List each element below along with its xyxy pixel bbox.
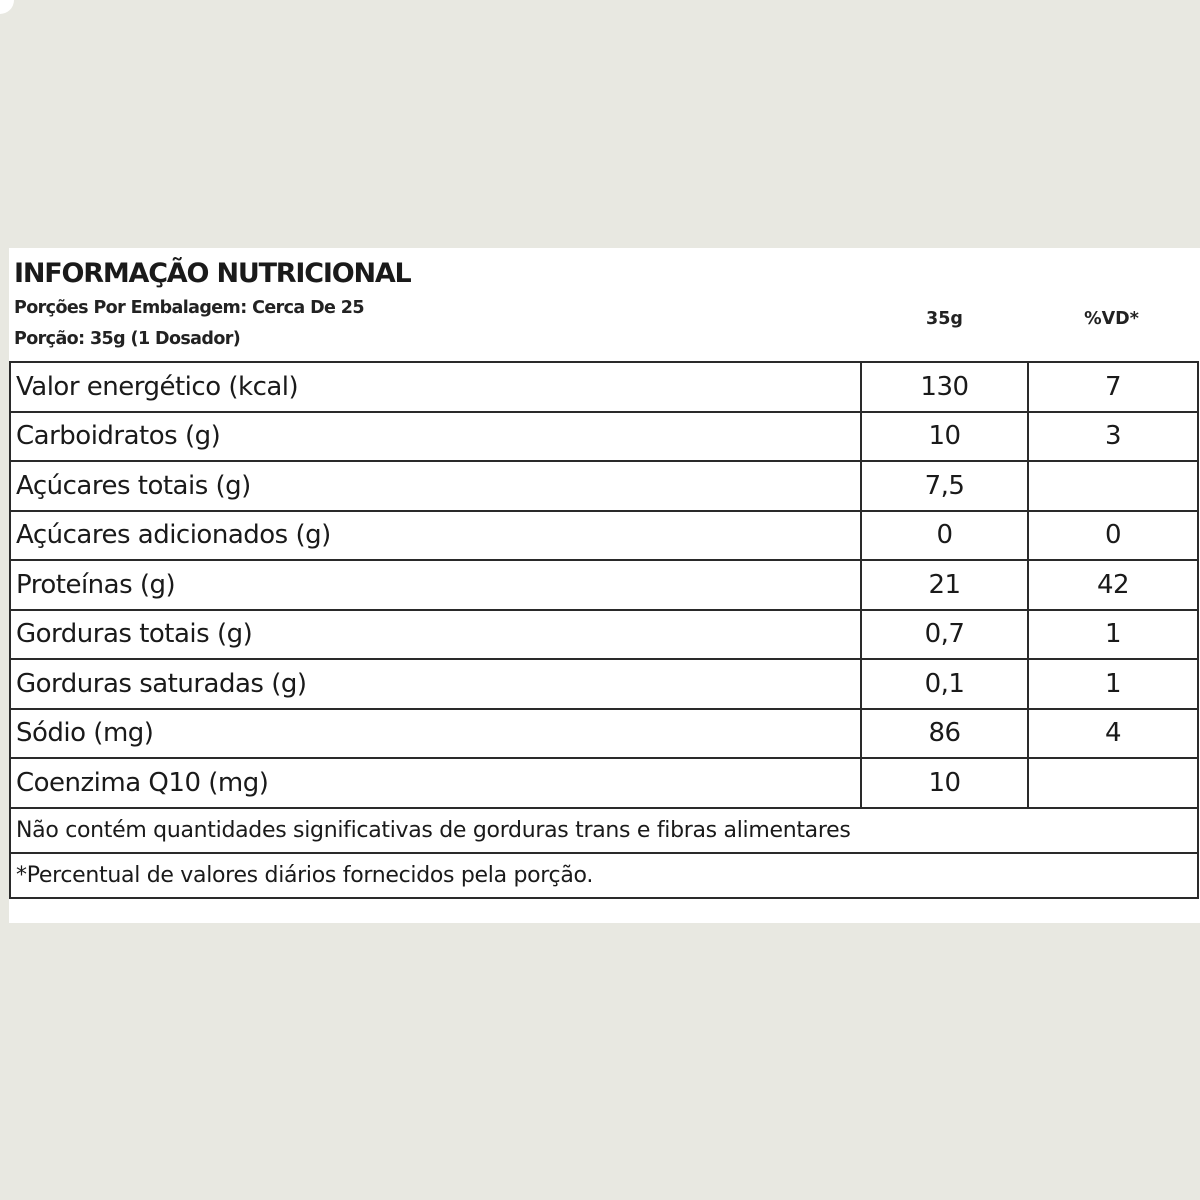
nutrient-label: Açúcares totais (g): [10, 461, 861, 511]
nutrient-daily-value: 4: [1028, 709, 1198, 759]
servings-per-package: Porções Por Embalagem: Cerca De 25: [14, 298, 364, 318]
table-row: [10, 412, 1198, 462]
nutrient-label: Proteínas (g): [10, 560, 861, 610]
table-row: [10, 659, 1198, 709]
daily-value-footnote: *Percentual de valores diários fornecidos pela porção.: [10, 853, 1198, 898]
nutrient-amount: 130: [861, 362, 1028, 412]
table-row: [10, 709, 1198, 759]
nutrient-daily-value: [1028, 758, 1198, 808]
nutrient-daily-value: 42: [1028, 560, 1198, 610]
nutrient-daily-value: 1: [1028, 659, 1198, 709]
nutrient-label: Gorduras totais (g): [10, 610, 861, 660]
not-significant-note: Não contém quantidades significativas de gorduras trans e fibras alimentares: [10, 808, 1198, 853]
nutrient-amount: 21: [861, 560, 1028, 610]
nutrient-label: Valor energético (kcal): [10, 362, 861, 412]
table-row: [10, 610, 1198, 660]
nutrient-daily-value: 7: [1028, 362, 1198, 412]
nutrient-amount: 0,7: [861, 610, 1028, 660]
table-row: [10, 758, 1198, 808]
nutrient-amount: 86: [861, 709, 1028, 759]
nutrient-label: Açúcares adicionados (g): [10, 511, 861, 561]
nutrient-label: Coenzima Q10 (mg): [10, 758, 861, 808]
nutrient-label: Sódio (mg): [10, 709, 861, 759]
table-row: [10, 853, 1198, 898]
nutrient-label: Carboidratos (g): [10, 412, 861, 462]
nutrient-daily-value: [1028, 461, 1198, 511]
nutrient-amount: 10: [861, 412, 1028, 462]
serving-size: Porção: 35g (1 Dosador): [14, 329, 241, 349]
nutrient-amount: 0,1: [861, 659, 1028, 709]
nutrient-daily-value: 3: [1028, 412, 1198, 462]
table-row: [10, 560, 1198, 610]
corner-decoration: [0, 0, 14, 14]
column-header-amount: 35g: [926, 309, 963, 329]
table-row: [10, 461, 1198, 511]
column-header-daily-value: %VD*: [1084, 309, 1139, 329]
nutrient-amount: 10: [861, 758, 1028, 808]
nutrition-table: [9, 361, 1199, 899]
table-row: [10, 362, 1198, 412]
nutrient-amount: 7,5: [861, 461, 1028, 511]
table-row: [10, 808, 1198, 853]
nutrient-daily-value: 1: [1028, 610, 1198, 660]
nutrient-daily-value: 0: [1028, 511, 1198, 561]
nutrient-amount: 0: [861, 511, 1028, 561]
nutrient-label: Gorduras saturadas (g): [10, 659, 861, 709]
label-title: INFORMAÇÃO NUTRICIONAL: [14, 258, 411, 289]
table-row: [10, 511, 1198, 561]
